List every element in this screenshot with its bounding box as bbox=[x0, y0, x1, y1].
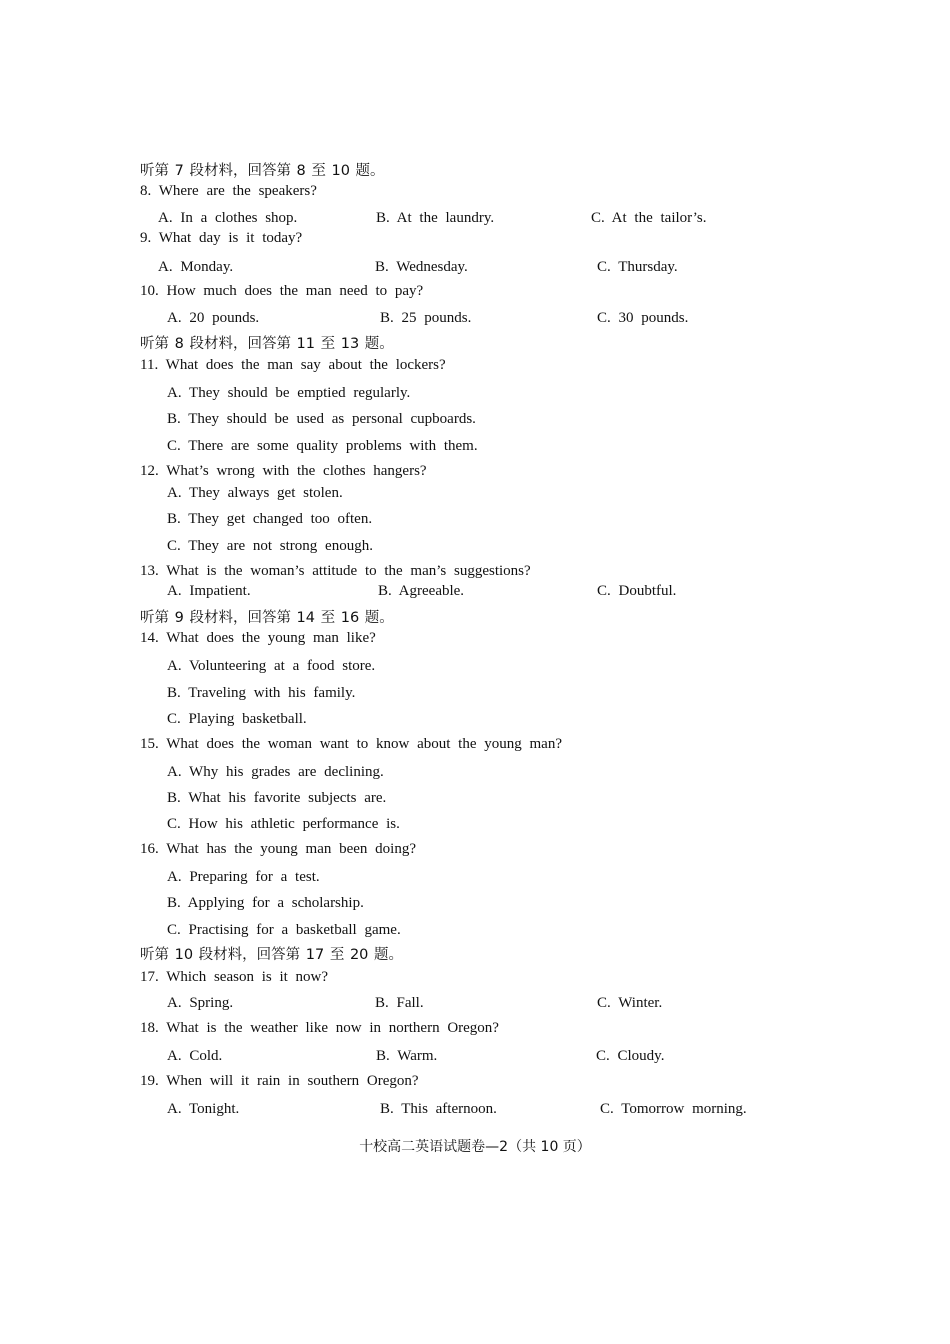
question-17-option-c: C. Winter. bbox=[597, 995, 663, 1011]
section-header-10: 听第 10 段材料，回答第 17 至 20 题。 bbox=[140, 947, 404, 963]
question-15-option-b: B. What his favorite subjects are. bbox=[167, 790, 387, 806]
question-19-stem: 19. When will it rain in southern Oregon? bbox=[140, 1073, 419, 1089]
question-9-option-a: A. Monday. bbox=[158, 259, 234, 275]
question-16-stem: 16. What has the young man been doing? bbox=[140, 841, 416, 857]
question-14-option-a: A. Volunteering at a food store. bbox=[167, 658, 376, 674]
question-15-option-c: C. How his athletic performance is. bbox=[167, 816, 400, 832]
question-10-option-a: A. 20 pounds. bbox=[167, 310, 260, 326]
question-19-option-a: A. Tonight. bbox=[167, 1101, 240, 1117]
question-8-stem: 8. Where are the speakers? bbox=[140, 183, 317, 199]
question-8-option-c: C. At the tailor’s. bbox=[591, 210, 707, 226]
question-18-option-a: A. Cold. bbox=[167, 1048, 223, 1064]
question-8-option-b: B. At the laundry. bbox=[376, 210, 495, 226]
question-11-option-b: B. They should be used as personal cupboards. bbox=[167, 411, 476, 427]
question-12-option-a: A. They always get stolen. bbox=[167, 485, 343, 501]
question-10-option-c: C. 30 pounds. bbox=[597, 310, 689, 326]
question-19-option-c: C. Tomorrow morning. bbox=[600, 1101, 747, 1117]
question-9-option-b: B. Wednesday. bbox=[375, 259, 468, 275]
question-13-option-c: C. Doubtful. bbox=[597, 583, 677, 599]
question-11-option-a: A. They should be emptied regularly. bbox=[167, 385, 411, 401]
question-13-option-b: B. Agreeable. bbox=[378, 583, 465, 599]
question-13-option-a: A. Impatient. bbox=[167, 583, 251, 599]
question-14-stem: 14. What does the young man like? bbox=[140, 630, 376, 646]
question-17-option-b: B. Fall. bbox=[375, 995, 424, 1011]
question-19-option-b: B. This afternoon. bbox=[380, 1101, 497, 1117]
question-15-option-a: A. Why his grades are declining. bbox=[167, 764, 384, 780]
question-11-option-c: C. There are some quality problems with them. bbox=[167, 438, 478, 454]
section-header-7: 听第 7 段材料，回答第 8 至 10 题。 bbox=[140, 163, 385, 179]
question-16-option-c: C. Practising for a basketball game. bbox=[167, 922, 401, 938]
question-18-option-c: C. Cloudy. bbox=[596, 1048, 665, 1064]
question-12-option-c: C. They are not strong enough. bbox=[167, 538, 373, 554]
question-14-option-c: C. Playing basketball. bbox=[167, 711, 307, 727]
question-16-option-a: A. Preparing for a test. bbox=[167, 869, 320, 885]
question-18-option-b: B. Warm. bbox=[376, 1048, 438, 1064]
question-11-stem: 11. What does the man say about the lockers? bbox=[140, 357, 446, 373]
question-13-stem: 13. What is the woman’s attitude to the man’s suggestions? bbox=[140, 563, 531, 579]
section-header-8: 听第 8 段材料，回答第 11 至 13 题。 bbox=[140, 336, 394, 352]
question-17-option-a: A. Spring. bbox=[167, 995, 234, 1011]
question-10-option-b: B. 25 pounds. bbox=[380, 310, 472, 326]
question-12-stem: 12. What’s wrong with the clothes hangers? bbox=[140, 463, 427, 479]
question-9-option-c: C. Thursday. bbox=[597, 259, 678, 275]
question-18-stem: 18. What is the weather like now in northern Oregon? bbox=[140, 1020, 499, 1036]
question-9-stem: 9. What day is it today? bbox=[140, 230, 303, 246]
page-footer: 十校高二英语试题卷—2（共 10 页） bbox=[359, 1139, 591, 1155]
section-header-9: 听第 9 段材料，回答第 14 至 16 题。 bbox=[140, 610, 394, 626]
question-12-option-b: B. They get changed too often. bbox=[167, 511, 373, 527]
question-14-option-b: B. Traveling with his family. bbox=[167, 685, 356, 701]
question-17-stem: 17. Which season is it now? bbox=[140, 969, 329, 985]
question-15-stem: 15. What does the woman want to know about the young man? bbox=[140, 736, 562, 752]
question-10-stem: 10. How much does the man need to pay? bbox=[140, 283, 424, 299]
question-16-option-b: B. Applying for a scholarship. bbox=[167, 895, 364, 911]
question-8-option-a: A. In a clothes shop. bbox=[158, 210, 298, 226]
